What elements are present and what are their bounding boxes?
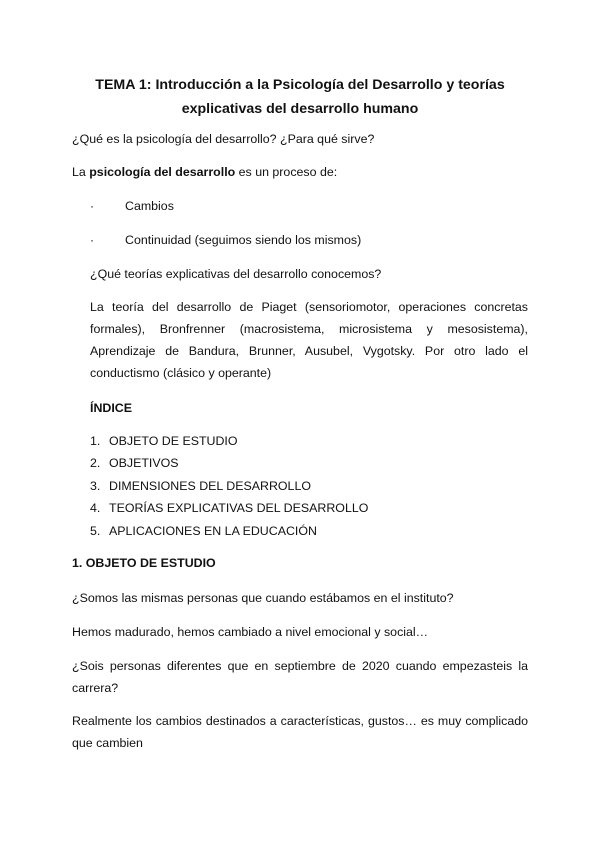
- bullet-dot-icon: ·: [90, 199, 95, 213]
- bullet-text: Continuidad (seguimos siendo los mismos): [125, 233, 362, 247]
- index-number: 1.: [90, 434, 101, 448]
- question-different-people: ¿Sois personas diferentes que en septiembre de 2020 cuando empezasteis la carrera?: [72, 659, 528, 695]
- index-text: OBJETIVOS: [109, 456, 179, 471]
- question-what-is: ¿Qué es la psicología del desarrollo? ¿Para qué sirve?: [72, 132, 375, 146]
- index-text: DIMENSIONES DEL DESARROLLO: [109, 478, 311, 493]
- answer-matured: Hemos madurado, hemos cambiado a nivel emocional y social…: [72, 625, 429, 639]
- document-title: [60, 73, 540, 121]
- section-1-heading: 1. OBJETO DE ESTUDIO: [72, 556, 216, 570]
- index-item: [90, 475, 368, 497]
- index-item: [90, 430, 368, 452]
- index-list: [90, 430, 368, 542]
- index-text: OBJETO DE ESTUDIO: [109, 434, 238, 448]
- question-theories: ¿Qué teorías explicativas del desarrollo conocemos?: [90, 267, 382, 281]
- bullet-item: [90, 230, 361, 250]
- definition-prefix: La: [72, 165, 90, 179]
- definition-suffix: es un proceso de:: [235, 165, 338, 179]
- index-item: [90, 497, 368, 519]
- index-number: 2.: [90, 456, 101, 471]
- index-heading: ÍNDICE: [90, 401, 132, 415]
- index-text: APLICACIONES EN LA EDUCACIÓN: [109, 523, 317, 538]
- definition-term: psicología del desarrollo: [89, 165, 236, 179]
- index-number: 3.: [90, 478, 101, 493]
- theories-paragraph: La teoría del desarrollo de Piaget (sensoriomotor, operaciones concretas formales), Bronfrenner (macrosistema, microsistema y mesosistema), Aprendizaje de Bandura, Brunner, Ausubel, Vygotsky. Por otro lado el conductismo (clásico y operante): [90, 300, 528, 380]
- index-item: [90, 520, 368, 542]
- question-same-people: ¿Somos las mismas personas que cuando estábamos en el instituto?: [72, 591, 454, 605]
- definition-paragraph: [72, 161, 528, 183]
- index-number: 5.: [90, 523, 101, 538]
- title-line-1: TEMA 1: Introducción a la Psicología del Desarrollo y teorías: [95, 77, 505, 93]
- bullet-item: [90, 196, 174, 216]
- index-item: [90, 452, 368, 474]
- title-line-2: explicativas del desarrollo humano: [181, 101, 419, 117]
- bullet-text: Cambios: [125, 199, 174, 213]
- index-text: TEORÍAS EXPLICATIVAS DEL DESARROLLO: [109, 501, 369, 516]
- bullet-dot-icon: ·: [90, 233, 95, 247]
- index-number: 4.: [90, 501, 101, 516]
- answer-changes: Realmente los cambios destinados a características, gustos… es muy complicado que cambien: [72, 714, 528, 750]
